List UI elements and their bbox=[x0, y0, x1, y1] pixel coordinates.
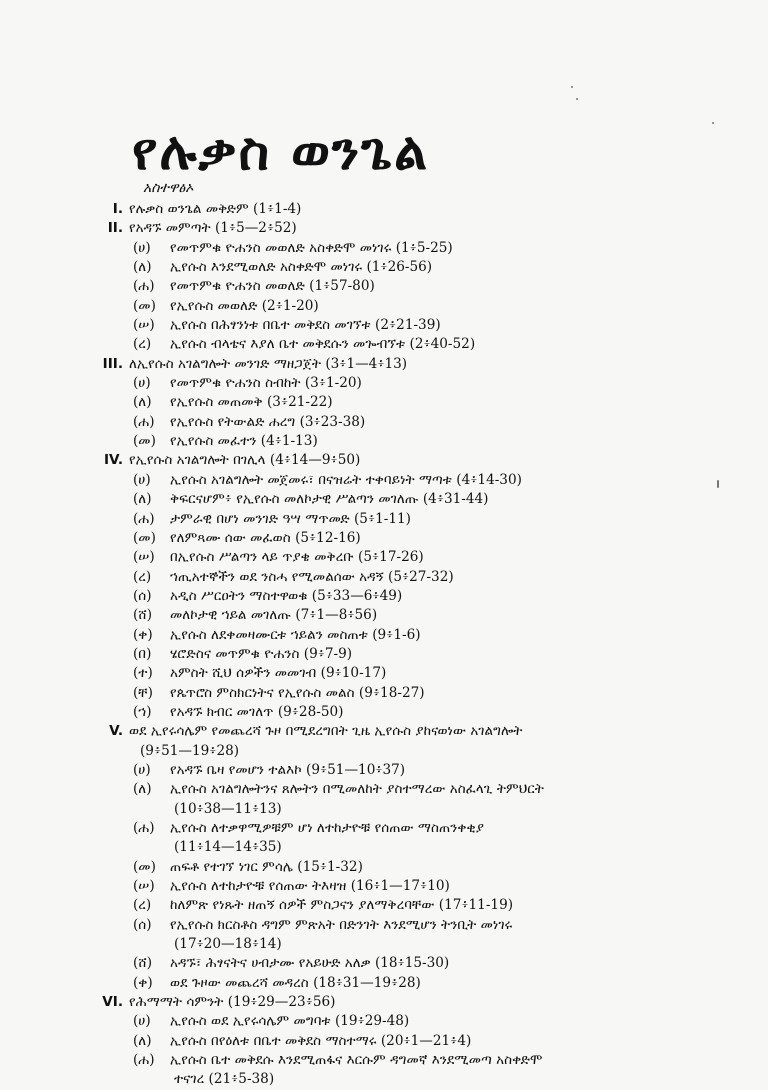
outline-continuation bbox=[0, 838, 768, 857]
outline-number: I. bbox=[112, 201, 123, 217]
outline-number: (ረ) bbox=[133, 897, 152, 914]
outline-label: የመጥምቁ ዮሐንስ መወለድ አስቀድሞ መነገሩ (1፥5-25) bbox=[170, 239, 453, 256]
outline-subsection bbox=[0, 819, 768, 838]
outline-subsection bbox=[0, 335, 768, 354]
outline-number: (መ) bbox=[133, 433, 156, 450]
outline-number: (ሰ) bbox=[133, 916, 152, 933]
outline-number: (ሀ) bbox=[133, 471, 151, 488]
outline-continuation bbox=[0, 1070, 768, 1089]
outline-number: (ረ) bbox=[133, 568, 152, 585]
outline-label: ታምራዊ በሆነ መንገድ ዓሣ ማጥመድ (5፥1-11) bbox=[170, 510, 411, 527]
outline-label: (9፥51—19፥28) bbox=[140, 742, 240, 759]
outline-label: (10፥38—11፥13) bbox=[174, 800, 282, 817]
outline-label: የጴጥሮስ ምስክርነትና የኢየሱስ መልስ (9፥18-27) bbox=[170, 684, 425, 701]
outline-subsection bbox=[0, 529, 768, 548]
outline-subsection bbox=[0, 664, 768, 683]
outline-section bbox=[0, 200, 768, 219]
outline-subsection bbox=[0, 277, 768, 296]
outline-subsection bbox=[0, 490, 768, 509]
outline-label: የኢየሱስ መፈተን (4፥1-13) bbox=[170, 433, 318, 450]
outline-number: VI. bbox=[102, 994, 123, 1011]
outline-label: ወደ ኢየሩሳሌም የመጨረሻ ጉዞ በሚደረግበት ጊዜ ኢየሱስ ያከናወነው አገልግሎት bbox=[129, 723, 523, 740]
outline-number: (ሐ) bbox=[133, 278, 155, 295]
outline-subsection bbox=[0, 548, 768, 567]
outline-number: IV. bbox=[104, 452, 123, 469]
outline-number: (ሐ) bbox=[133, 1052, 155, 1069]
outline-label: ሄሮድስና መጥምቁ ዮሐንስ (9፥7-9) bbox=[170, 645, 353, 662]
outline-number: (ሀ) bbox=[133, 1013, 151, 1030]
outline-subsection bbox=[0, 626, 768, 645]
outline-subsection bbox=[0, 645, 768, 664]
outline-label: የአዳኙ ክብር መገለጥ (9፥28-50) bbox=[170, 703, 344, 720]
scan-speck bbox=[717, 480, 719, 488]
outline-continuation bbox=[0, 800, 768, 819]
outline-label: ተናገረ (21፥5-38) bbox=[174, 1071, 275, 1088]
outline-label: የሉቃስ ወንጌል መቅድም (1፥1-4) bbox=[129, 201, 302, 217]
outline-number: (ለ) bbox=[133, 259, 152, 276]
scan-speck bbox=[571, 86, 573, 88]
outline-subsection bbox=[0, 1032, 768, 1051]
outline-number: (በ) bbox=[133, 645, 152, 662]
outline-subsection bbox=[0, 413, 768, 432]
outline-continuation bbox=[0, 742, 768, 761]
outline-subsection bbox=[0, 780, 768, 799]
outline-subsection bbox=[0, 374, 768, 393]
outline-subsection bbox=[0, 258, 768, 277]
outline-number: (ለ) bbox=[133, 1032, 152, 1049]
outline-section bbox=[0, 355, 768, 374]
outline-subsection bbox=[0, 954, 768, 973]
outline-number: (ኀ) bbox=[133, 703, 152, 720]
outline-number: (ሸ) bbox=[133, 607, 153, 624]
outline-label: የኢየሱስ አገልግሎት በገሊላ (4፥14—9፥50) bbox=[129, 452, 361, 469]
outline-label: ኢየሱስ እንደሚወለድ አስቀድሞ መነገሩ (1፥26-56) bbox=[170, 259, 433, 276]
outline-subsection bbox=[0, 587, 768, 606]
outline-number: (ቀ) bbox=[133, 974, 153, 991]
outline-label: ኀጢአተኞችን ወደ ንስሓ የሚመልሰው አዳኝ (5፥27-32) bbox=[170, 568, 454, 585]
outline-number: (ሐ) bbox=[133, 510, 155, 527]
outline-number: (ተ) bbox=[133, 665, 153, 682]
outline-label: የመጥምቁ ዮሐንስ መወለድ (1፥57-80) bbox=[170, 278, 375, 295]
scan-speck bbox=[712, 122, 714, 124]
outline-label: የአዳኙ መምጣት (1፥5—2፥52) bbox=[129, 220, 297, 237]
outline-subsection bbox=[0, 896, 768, 915]
outline-label: የኢየሱስ የትውልድ ሐረግ (3፥23-38) bbox=[170, 413, 366, 430]
outline-label: የለምጻሙ ሰው መፈወስ (5፥12-16) bbox=[170, 529, 361, 546]
outline-label: ኢየሱስ አገልግሎት መጀመሩ፣ በናዝሬት ተቀባይነት ማጣቱ (4፥14-30) bbox=[170, 471, 522, 488]
outline-number: (ረ) bbox=[133, 336, 152, 353]
outline-label: ኢየሱስ በሕፃንነቱ በቤተ መቅደስ መገኘቱ (2፥21-39) bbox=[170, 317, 441, 334]
outline-subsection bbox=[0, 239, 768, 258]
outline-number: (ለ) bbox=[133, 781, 152, 798]
outline-label: ኢየሱስ ወደ ኢየሩሳሌም መግባቱ (19፥29-48) bbox=[170, 1013, 410, 1030]
outline-subsection bbox=[0, 606, 768, 625]
outline-label: ኢየሱስ ለተቃዋሚዎቹም ሆነ ለተከታዮቹ የሰጠው ማስጠንቀቂያ bbox=[170, 820, 484, 836]
scan-speck bbox=[576, 98, 578, 100]
outline-label: (17፥20—18፥14) bbox=[174, 936, 282, 953]
outline-label: አዲስ ሥርዐትን ማስተዋወቁ (5፥33—6፥49) bbox=[170, 587, 403, 604]
outline-label: የኢየሱስ መጠመቅ (3፥21-22) bbox=[170, 394, 333, 411]
outline-label: አዳኙ፣ ሕፃናትና ሀብታሙ የአይሁድ አለቃ (18፥15-30) bbox=[170, 955, 450, 972]
outline-number: V. bbox=[109, 723, 123, 740]
outline-section bbox=[0, 993, 768, 1012]
outline-subsection bbox=[0, 471, 768, 490]
outline-subsection bbox=[0, 761, 768, 780]
outline-label: ኢየሱስ ብላቴና እያለ ቤተ መቅደሱን መጐብኘቱ (2፥40-52) bbox=[170, 336, 476, 353]
outline-label: (11፥14—14፥35) bbox=[174, 839, 282, 856]
outline-subsection bbox=[0, 432, 768, 451]
outline-subsection bbox=[0, 316, 768, 335]
outline-number: III. bbox=[102, 355, 123, 372]
outline-label: የኢየሱስ ክርስቶስ ዳግም ምጽአት በድንገት እንደሚሆን ትንቢት መነገሩ bbox=[170, 916, 513, 933]
book-title: የሉቃስ ወንጌል bbox=[132, 121, 430, 182]
outline-subsection bbox=[0, 568, 768, 587]
outline-section bbox=[0, 722, 768, 741]
outline-number: (ቸ) bbox=[133, 684, 153, 701]
outline-label: ለኢየሱስ አገልግሎት መንገድ ማዘጋጀት (3፥1—4፥13) bbox=[129, 355, 408, 372]
outline-continuation bbox=[0, 935, 768, 954]
outline-label: ጠፍቶ የተገኘ ነገር ምሳሌ (15፥1-32) bbox=[170, 858, 363, 875]
outline-label: ኢየሱስ ለደቀመዛሙርቱ ኀይልን መስጠቱ (9፥1-6) bbox=[170, 626, 421, 643]
outline-subsection bbox=[0, 974, 768, 993]
outline-label: አምስት ሺህ ሰዎችን መመገብ (9፥10-17) bbox=[170, 665, 387, 682]
outline-subsection bbox=[0, 393, 768, 412]
outline-number: (ሀ) bbox=[133, 761, 151, 778]
outline-number: (ሠ) bbox=[133, 549, 155, 566]
outline-number: (መ) bbox=[133, 858, 156, 875]
outline-number: (ሸ) bbox=[133, 955, 153, 972]
outline-label: ወደ ጉዞው መጨረሻ መዳረስ (18፥31—19፥28) bbox=[170, 974, 421, 991]
outline-label: የመጥምቁ ዮሐንስ ስብከት (3፥1-20) bbox=[170, 375, 362, 392]
outline-number: (ቀ) bbox=[133, 626, 153, 643]
outline-subsection bbox=[0, 916, 768, 935]
outline-label: ኢየሱስ አገልግሎትንና ጸሎትን በሚመለከት ያስተማረው አስፈላጊ ትምህርት bbox=[170, 781, 544, 798]
outline-subsection bbox=[0, 877, 768, 896]
outline-section bbox=[0, 451, 768, 470]
outline-number: (ለ) bbox=[133, 394, 152, 411]
outline-subsection bbox=[0, 858, 768, 877]
outline-label: ከለምጽ የነጹት ዘጠኝ ሰዎች ምስጋናን ያለማቅረባቸው (17፥11-19) bbox=[170, 897, 514, 914]
outline-number: (መ) bbox=[133, 529, 156, 546]
outline-label: ኢየሱስ ቤተ መቅደሱ እንደሚጠፋና እርሱም ዳግመኛ እንደሚመጣ አስቀድሞ bbox=[170, 1052, 543, 1069]
outline-subsection bbox=[0, 510, 768, 529]
outline-number: (ሐ) bbox=[133, 413, 155, 430]
outline-number: (ሠ) bbox=[133, 317, 155, 334]
outline-list bbox=[0, 200, 768, 1090]
outline-subsection bbox=[0, 1012, 768, 1031]
outline-section bbox=[0, 219, 768, 238]
outline-number: (ሀ) bbox=[133, 239, 151, 256]
outline-label: የኢየሱስ መወለድ (2፥1-20) bbox=[170, 297, 319, 314]
outline-label: የሕማማት ሳምንት (19፥29—23፥56) bbox=[129, 994, 336, 1011]
outline-number: (መ) bbox=[133, 297, 156, 314]
outline-number: (ሐ) bbox=[133, 820, 155, 836]
outline-label: ኢየሱስ በየዕለቱ በቤተ መቅደስ ማስተማሩ (20፥1—21፥4) bbox=[170, 1032, 472, 1049]
outline-label: ቅፍርናሆም፥ የኢየሱስ መለኮታዊ ሥልጣን መገለጡ (4፥31-44) bbox=[170, 491, 489, 508]
outline-number: (ለ) bbox=[133, 491, 152, 508]
outline-number: (ሠ) bbox=[133, 878, 155, 895]
outline-number: II. bbox=[107, 220, 123, 237]
outline-number: (ሰ) bbox=[133, 587, 152, 604]
outline-label: መለኮታዊ ኀይል መገለጡ (7፥1—8፥56) bbox=[170, 607, 378, 624]
outline-number: (ሀ) bbox=[133, 375, 151, 392]
outline-heading: አስተዋፅኦ bbox=[143, 180, 194, 196]
outline-subsection bbox=[0, 297, 768, 316]
outline-subsection bbox=[0, 703, 768, 722]
outline-subsection bbox=[0, 684, 768, 703]
outline-subsection bbox=[0, 1051, 768, 1070]
outline-label: ኢየሱስ ለተከታዮቹ የሰጠው ትእዛዝ (16፥1—17፥10) bbox=[170, 878, 450, 895]
outline-label: የአዳኙ ቤዛ የመሆን ተልእኮ (9፥51—10፥37) bbox=[170, 761, 406, 778]
outline-label: በኢየሱስ ሥልጣን ላይ ጥያቄ መቅረቡ (5፥17-26) bbox=[170, 549, 424, 566]
